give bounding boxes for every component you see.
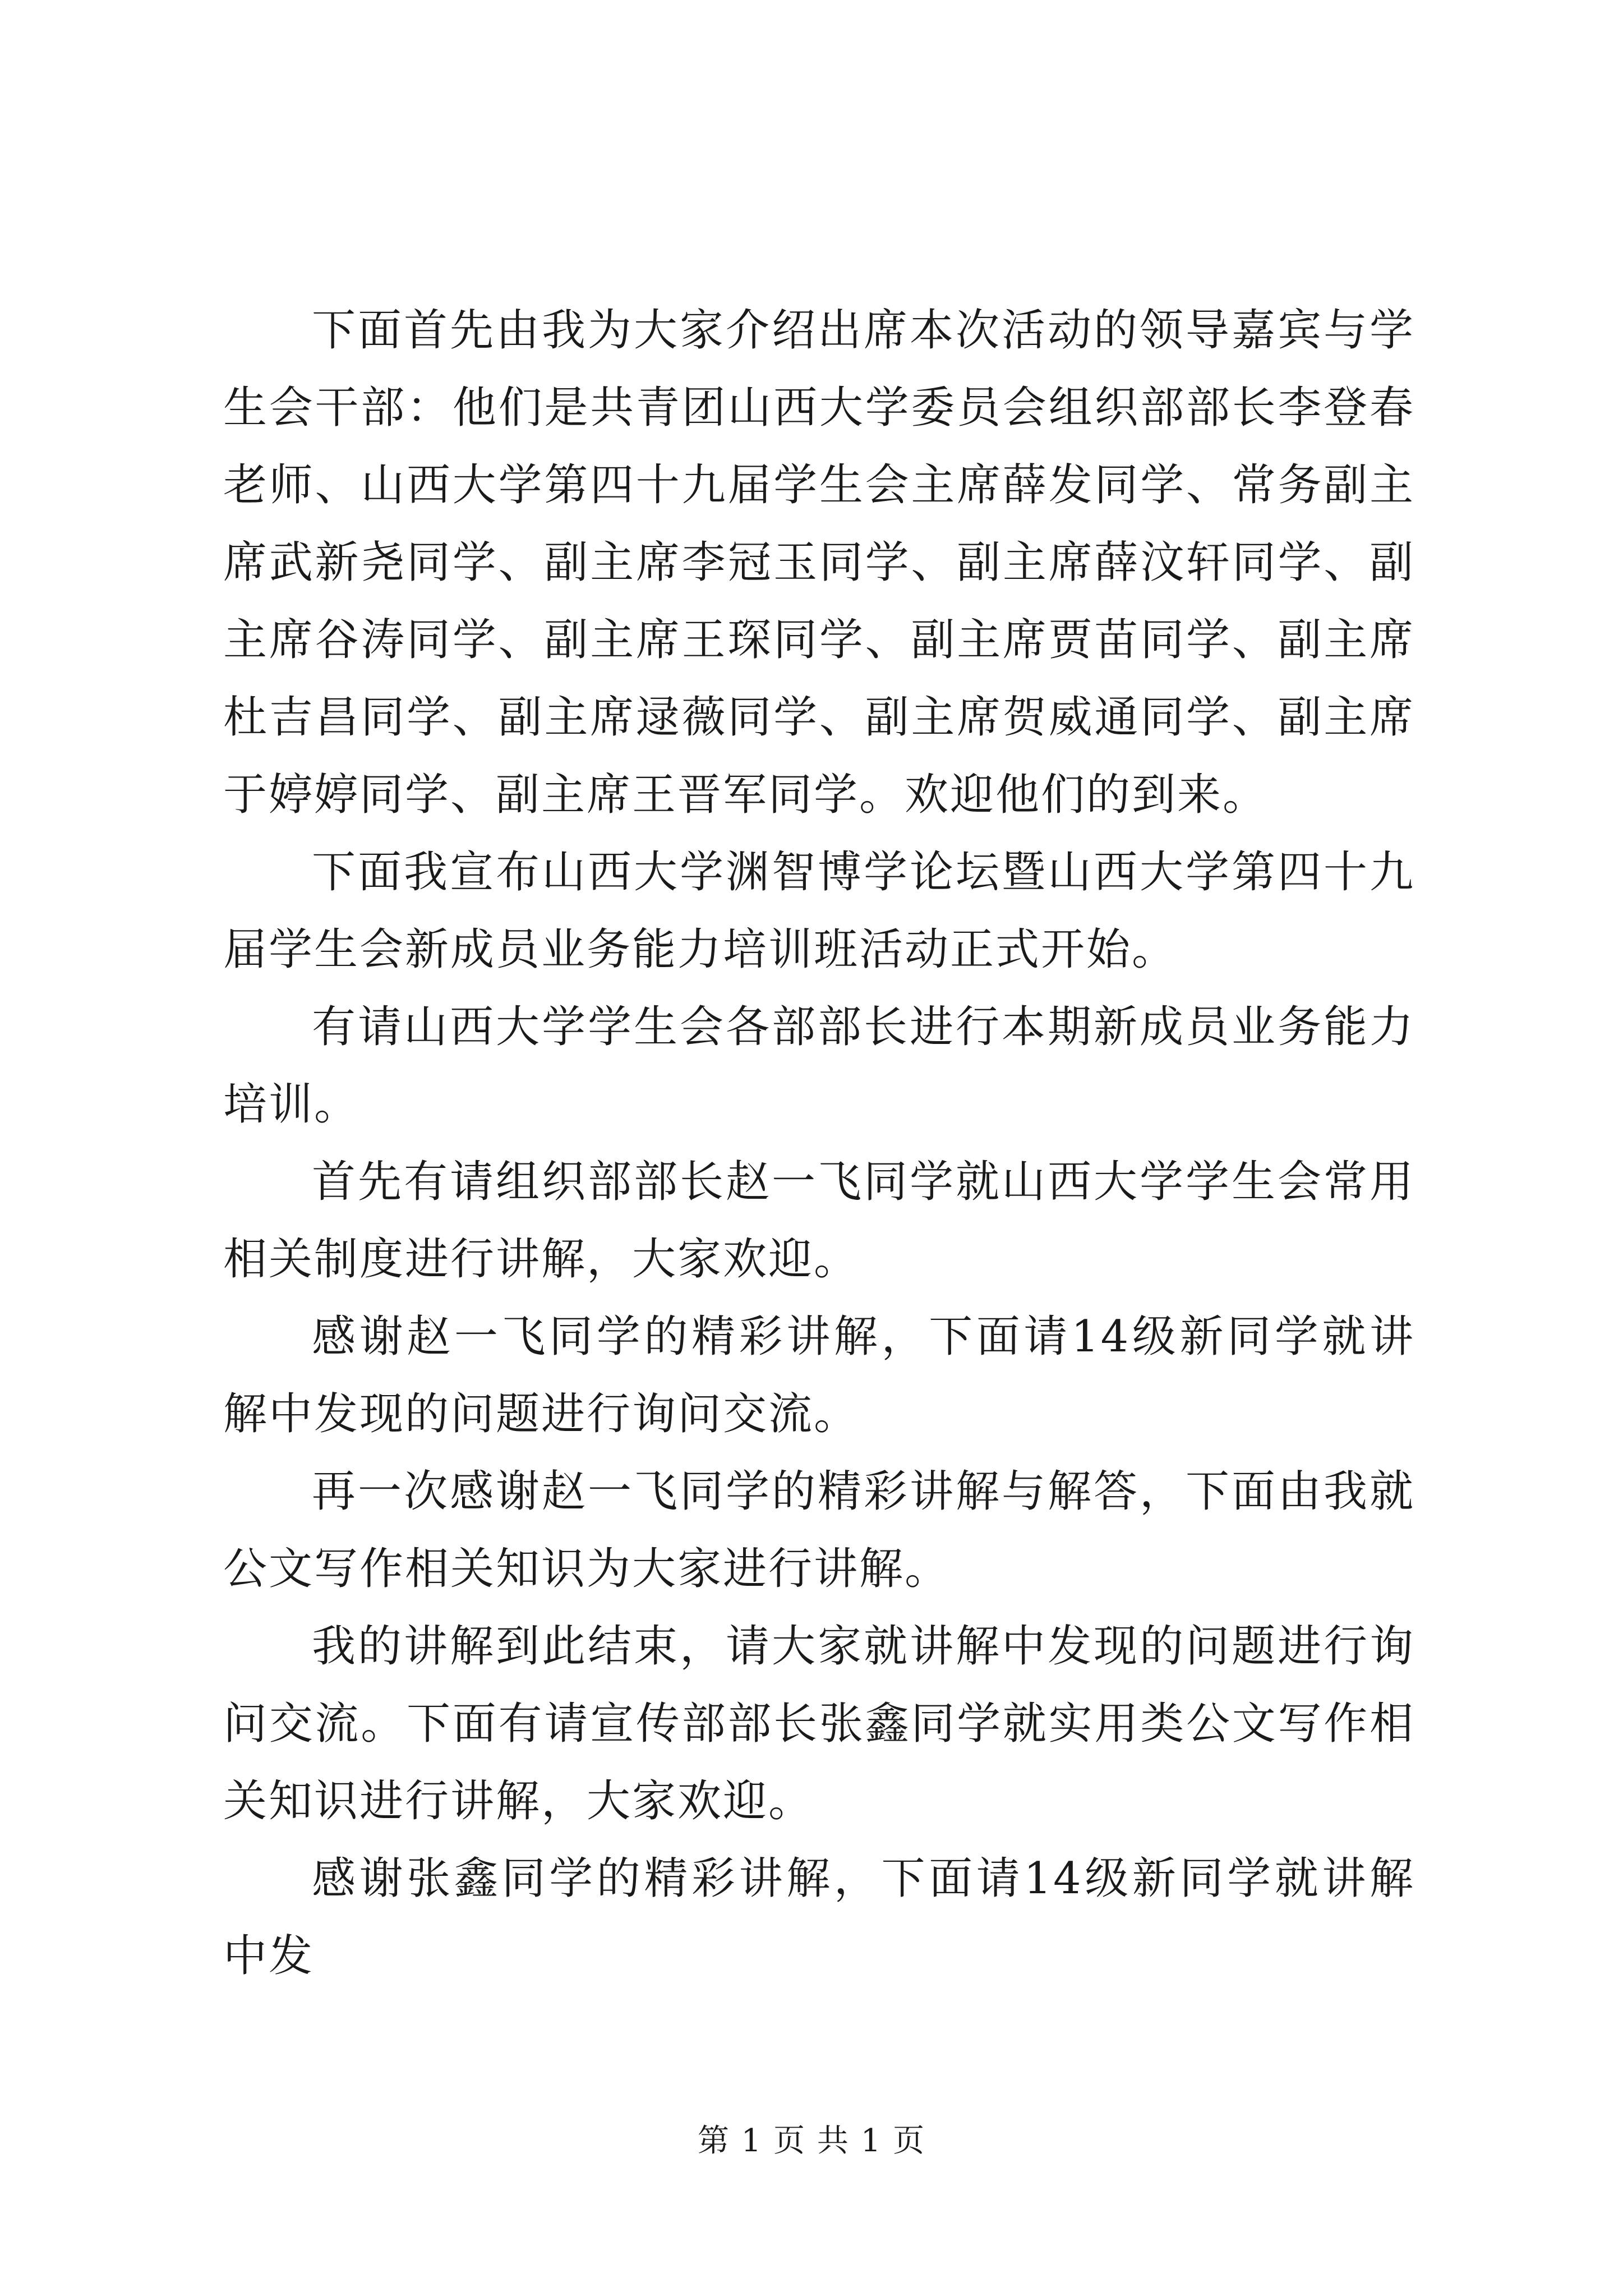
- page-number-footer: 第 1 页 共 1 页: [697, 2123, 926, 2159]
- paragraph-training-invitation: 有请山西大学学生会各部部长进行本期新成员业务能力培训。: [223, 1002, 1415, 1130]
- paragraph-publicity-dept-lecture: 我的讲解到此结束，请大家就讲解中发现的问题进行询问交流。下面有请宣传部部长张鑫同学就实用类公文写作相关知识进行讲解，大家欢迎。: [223, 1621, 1415, 1826]
- paragraph-organization-dept-lecture: 首先有请组织部部长赵一飞同学就山西大学学生会常用相关制度进行讲解，大家欢迎。: [223, 1157, 1415, 1285]
- paragraph-opening-announcement: 下面我宣布山西大学渊智博学论坛暨山西大学第四十九届学生会新成员业务能力培训班活动正式开始。: [223, 847, 1415, 975]
- paragraph-closing-thanks: 感谢张鑫同学的精彩讲解，下面请14级新同学就讲解中发: [223, 1853, 1415, 1981]
- paragraph-writing-lecture: 再一次感谢赵一飞同学的精彩讲解与解答，下面由我就公文写作相关知识为大家进行讲解。: [223, 1466, 1415, 1594]
- paragraph-guests-introduction: 下面首先由我为大家介绍出席本次活动的领导嘉宾与学生会干部：他们是共青团山西大学委员会组织部部长李登春老师、山西大学第四十九届学生会主席薛发同学、常务副主席武新尧同学、副主席李冠玉同学、副主席薛汶轩同学、副主席谷涛同学、副主席王琛同学、副主席贾苗同学、副主席杜吉昌同学、副主席逯薇同学、副主席贺威通同学、副主席于婷婷同学、副主席王晋军同学。欢迎他们的到来。: [223, 305, 1415, 820]
- paragraph-thanks-qa: 感谢赵一飞同学的精彩讲解，下面请14级新同学就讲解中发现的问题进行询问交流。: [223, 1312, 1415, 1439]
- document-body: [223, 292, 1415, 1995]
